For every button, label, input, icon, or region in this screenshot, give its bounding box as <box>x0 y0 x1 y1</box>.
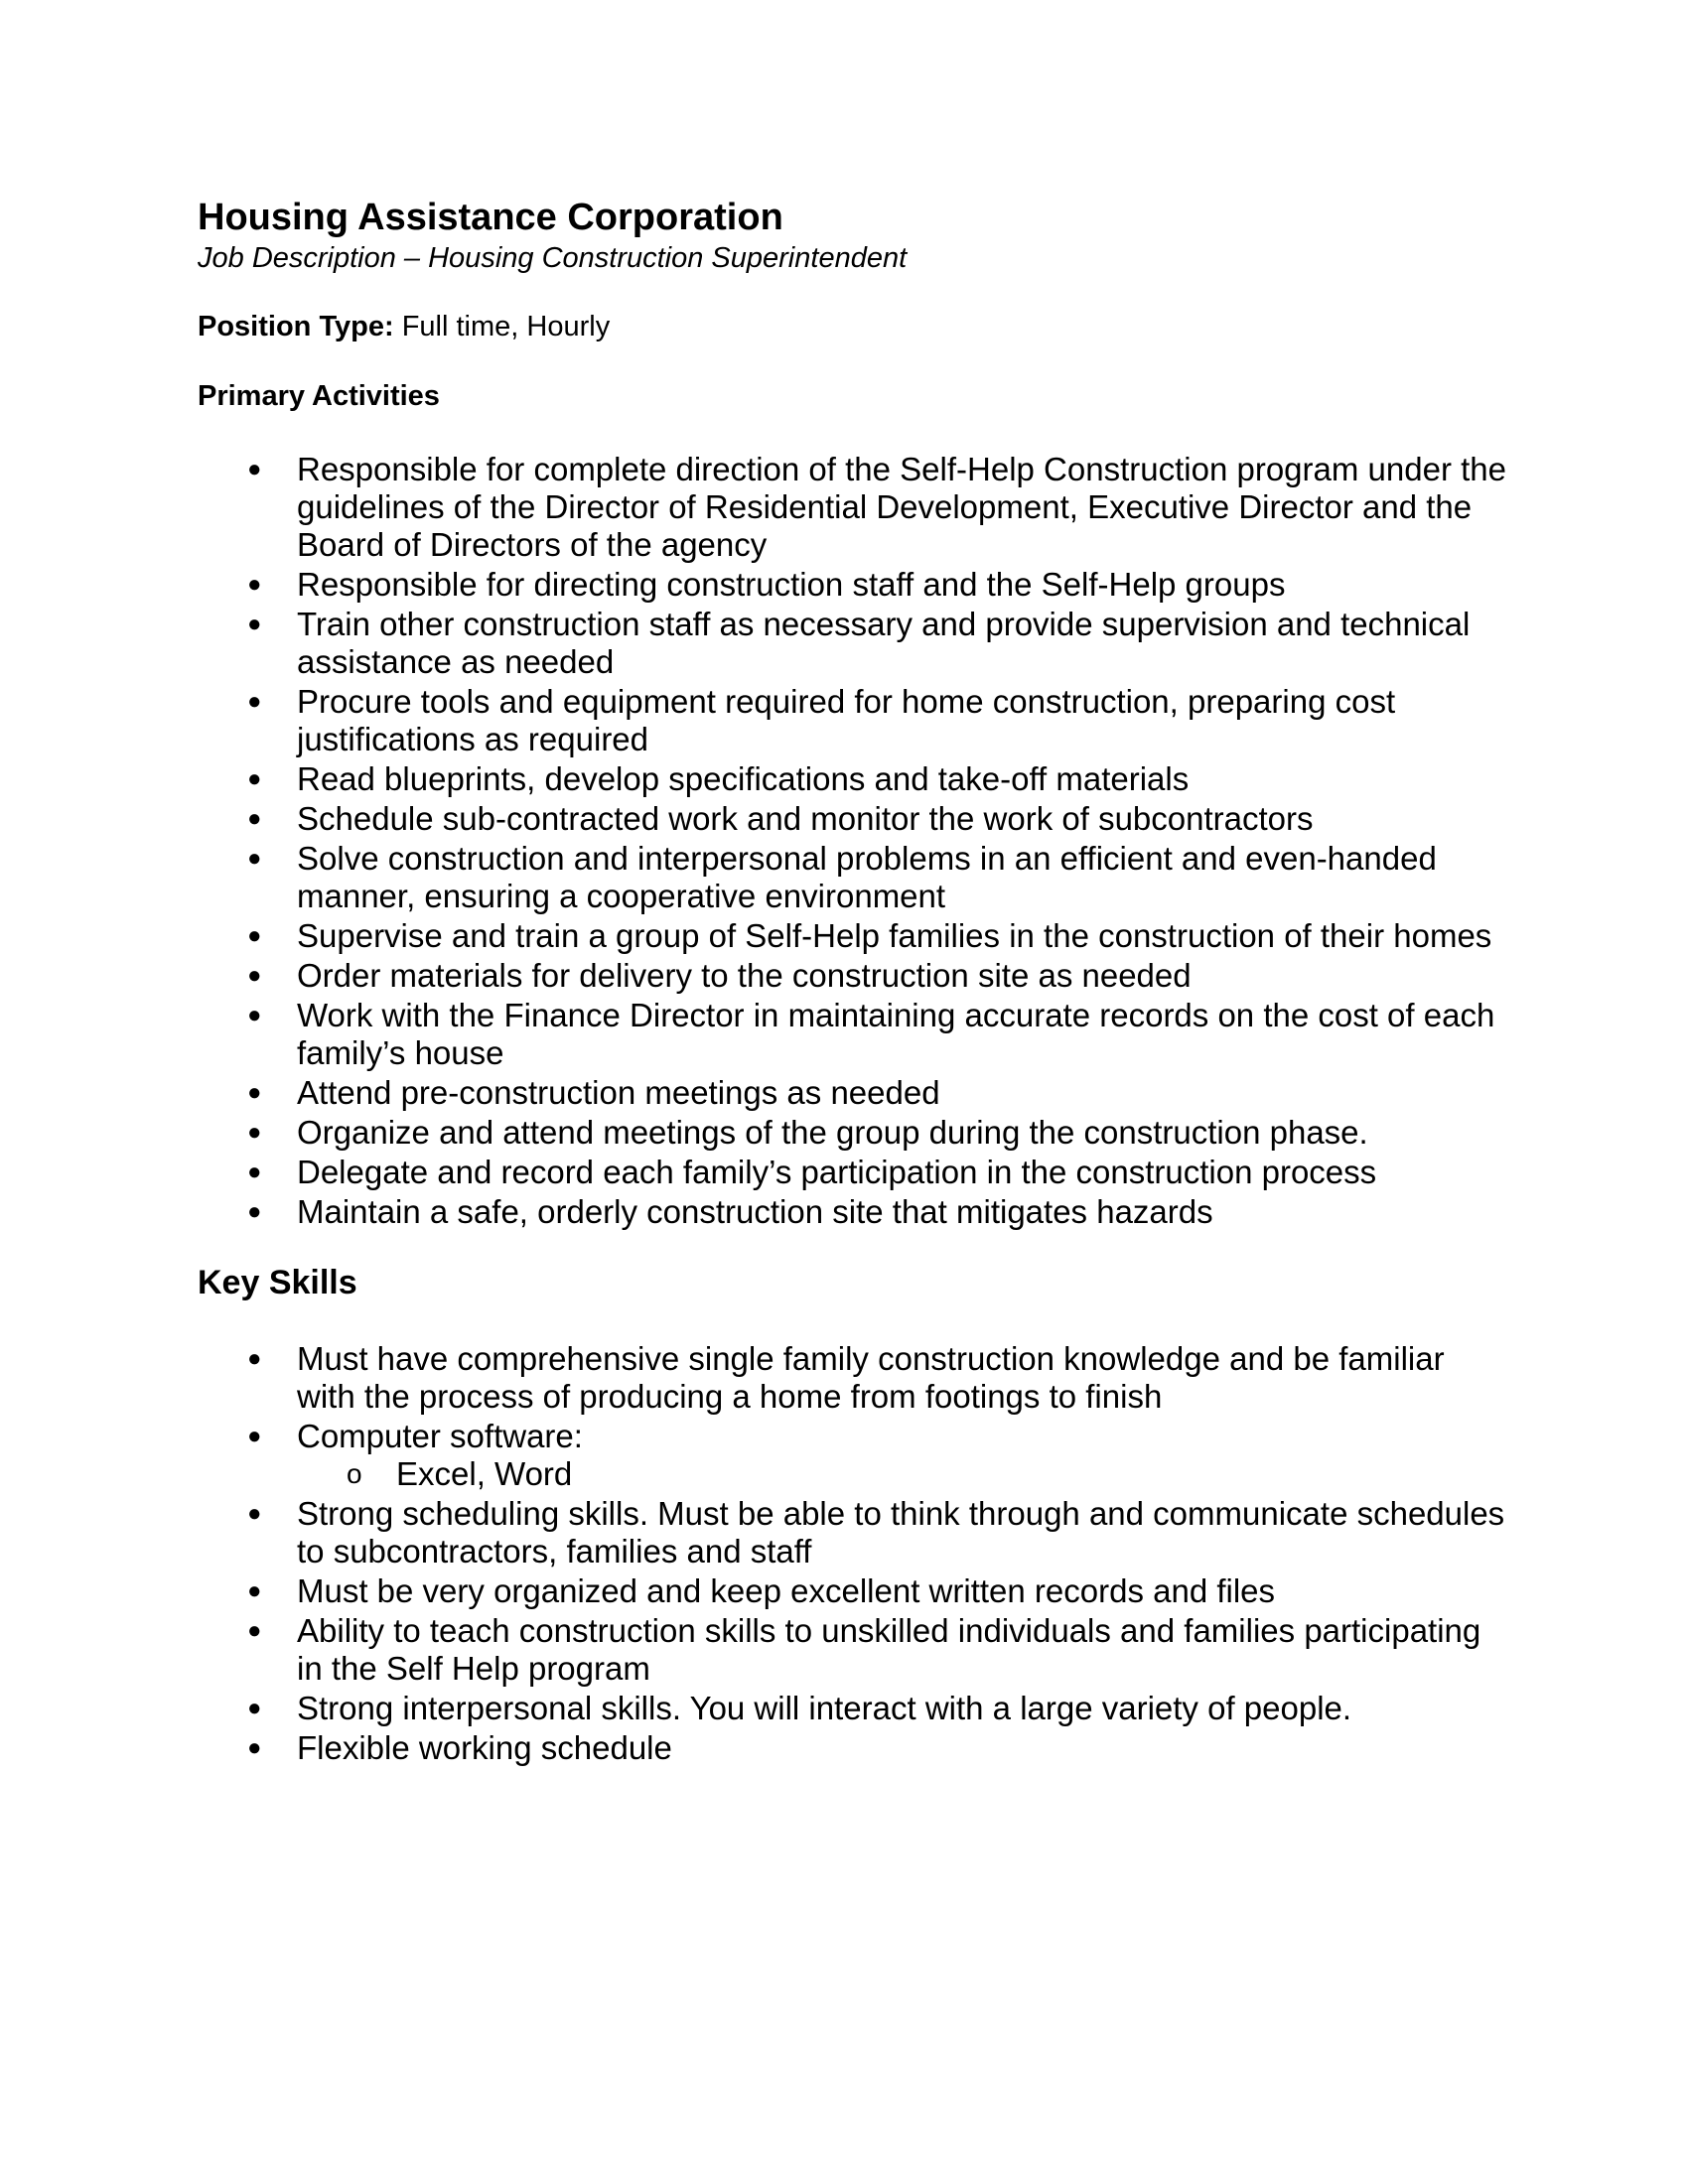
sublist-item-text: Excel, Word <box>396 1455 573 1492</box>
list-item <box>198 1690 1508 1727</box>
list-item-text: Strong interpersonal skills. You will interact with a large variety of people. <box>297 1690 1352 1726</box>
list-item-text: Computer software: <box>297 1418 583 1454</box>
list-item-text: Work with the Finance Director in maintaining accurate records on the cost of each family’s house <box>297 997 1495 1071</box>
list-item-text: Read blueprints, develop specifications and take-off materials <box>297 760 1190 797</box>
bullet-icon: ● <box>247 611 262 637</box>
list-item-text: Train other construction staff as necessary and provide supervision and technical assistance as needed <box>297 606 1471 680</box>
list-item <box>198 566 1508 604</box>
list-item <box>198 1074 1508 1112</box>
circle-bullet-icon: o <box>347 1458 362 1489</box>
list-item-text: Organize and attend meetings of the group during the construction phase. <box>297 1114 1368 1151</box>
bullet-icon: ● <box>247 765 262 792</box>
list-item-text: Responsible for complete direction of the Self-Help Construction program under the guidelines of the Director of Residential Development, Executive Director and the Board of Directors of the agency <box>297 451 1506 563</box>
bullet-icon: ● <box>247 1159 262 1185</box>
list-item <box>198 760 1508 798</box>
bullet-icon: ● <box>247 1500 262 1527</box>
list-item <box>198 606 1508 681</box>
list-item <box>198 917 1508 955</box>
list-item-text: Flexible working schedule <box>297 1729 672 1766</box>
list-item <box>198 1154 1508 1191</box>
bullet-icon: ● <box>247 805 262 832</box>
bullet-icon: ● <box>247 1423 262 1449</box>
bullet-icon: ● <box>247 1198 262 1225</box>
bullet-icon: ● <box>247 1617 262 1644</box>
position-type-label: Position Type: <box>198 311 394 342</box>
bullet-icon: ● <box>247 571 262 598</box>
list-item <box>198 1418 1508 1493</box>
list-item <box>198 1340 1508 1416</box>
bullet-icon: ● <box>247 1002 262 1028</box>
list-item-text: Attend pre-construction meetings as needed <box>297 1074 940 1111</box>
document-title: Housing Assistance Corporation <box>198 197 783 238</box>
key-skills-list <box>198 1340 1508 1767</box>
document-content <box>198 195 1508 1769</box>
list-item <box>198 451 1508 564</box>
bullet-icon: ● <box>247 962 262 989</box>
list-item <box>198 957 1508 995</box>
software-sublist <box>297 1455 1508 1493</box>
bullet-icon: ● <box>247 1695 262 1721</box>
bullet-icon: ● <box>247 688 262 715</box>
list-item <box>198 1193 1508 1231</box>
sublist-item <box>198 1455 1508 1493</box>
document-subtitle: Job Description – Housing Construction Superintendent <box>198 242 908 274</box>
position-type-value: Full time, Hourly <box>401 311 611 342</box>
list-item-text: Solve construction and interpersonal problems in an efficient and even-handed manner, ensuring a cooperative environment <box>297 840 1437 914</box>
bullet-icon: ● <box>247 1734 262 1761</box>
list-item <box>198 800 1508 838</box>
list-item-text: Order materials for delivery to the construction site as needed <box>297 957 1192 994</box>
list-item-text: Strong scheduling skills. Must be able to think through and communicate schedules to subcontractors, families and staff <box>297 1495 1505 1570</box>
list-item-text: Procure tools and equipment required for home construction, preparing cost justifications as required <box>297 683 1396 757</box>
list-item-text: Responsible for directing construction staff and the Self-Help groups <box>297 566 1286 603</box>
list-item <box>198 1729 1508 1767</box>
primary-activities-list <box>198 451 1508 1231</box>
bullet-icon: ● <box>247 1079 262 1106</box>
list-item-text: Delegate and record each family’s participation in the construction process <box>297 1154 1377 1190</box>
list-item <box>198 1612 1508 1688</box>
primary-activities-heading: Primary Activities <box>198 380 440 412</box>
list-item <box>198 997 1508 1072</box>
list-item-text: Maintain a safe, orderly construction site that mitigates hazards <box>297 1193 1213 1230</box>
bullet-icon: ● <box>247 1345 262 1372</box>
bullet-icon: ● <box>247 1119 262 1146</box>
bullet-icon: ● <box>247 922 262 949</box>
bullet-icon: ● <box>247 1577 262 1604</box>
bullet-icon: ● <box>247 845 262 872</box>
key-skills-heading: Key Skills <box>198 1264 357 1301</box>
list-item <box>198 1114 1508 1152</box>
list-item-text: Must be very organized and keep excellent written records and files <box>297 1572 1276 1609</box>
list-item <box>198 1495 1508 1570</box>
position-type <box>198 309 1508 344</box>
list-item-text: Must have comprehensive single family construction knowledge and be familiar with the process of producing a home from footings to finish <box>297 1340 1445 1415</box>
list-item <box>198 1572 1508 1610</box>
list-item-text: Supervise and train a group of Self-Help families in the construction of their homes <box>297 917 1492 954</box>
list-item <box>198 683 1508 758</box>
list-item-text: Ability to teach construction skills to unskilled individuals and families participating in the Self Help program <box>297 1612 1481 1687</box>
list-item-text: Schedule sub-contracted work and monitor the work of subcontractors <box>297 800 1314 837</box>
bullet-icon: ● <box>247 456 262 482</box>
list-item <box>198 840 1508 915</box>
